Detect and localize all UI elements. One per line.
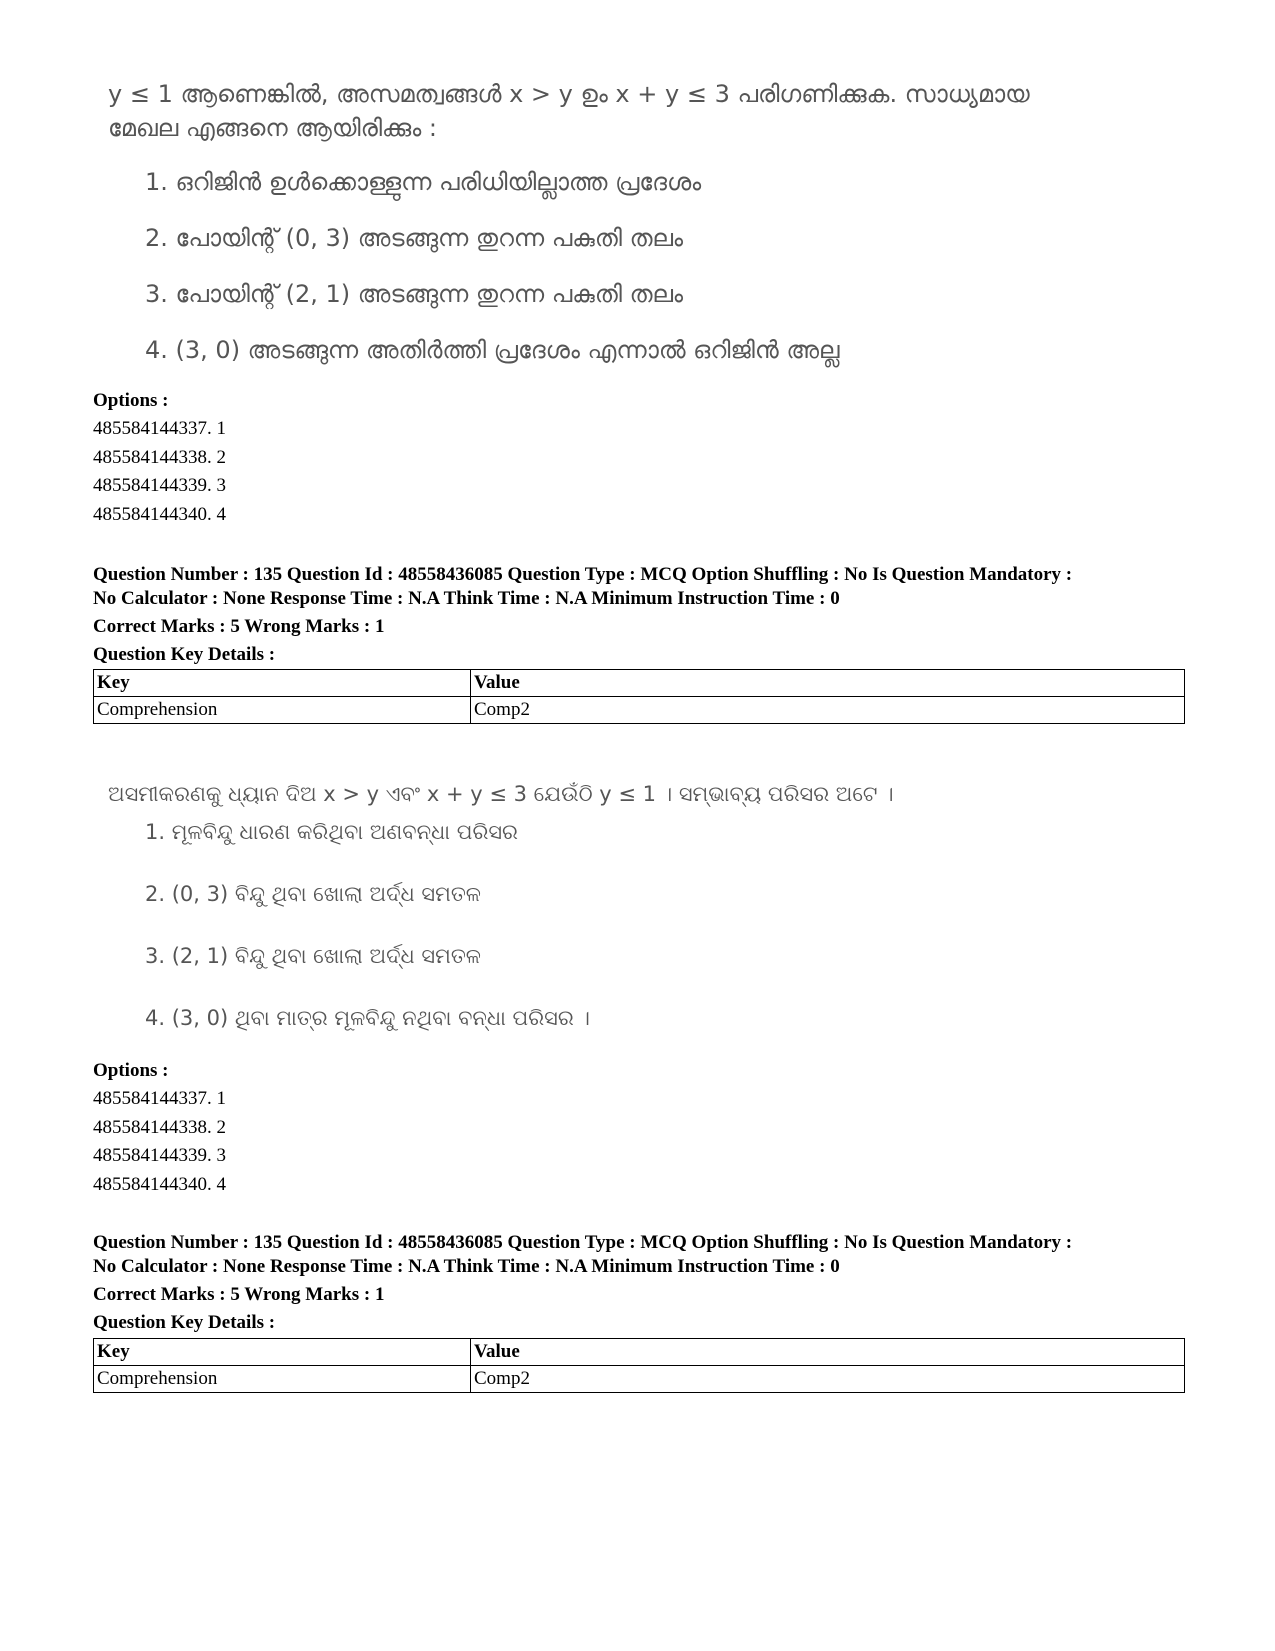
option-item: 485584144340. 4: [93, 1173, 226, 1195]
question-stem: y ≤ 1 ആണെങ്കിൽ, അസമത്വങ്ങൾ x > y ഉം x + y ≤ 3 പരിഗണിക്കുക. സാധ്യമായ മേഖല എങ്ങനെ ആയിരിക്കും :: [108, 80, 1030, 142]
key-details-table: [93, 669, 1185, 724]
table-header-row: [94, 670, 1185, 697]
options-block: [93, 387, 1183, 529]
table-header-key: Key: [94, 670, 471, 697]
table-cell-key: Comprehension: [94, 697, 471, 724]
question-image-malayalam: [108, 78, 1108, 388]
key-details-heading: Question Key Details :: [93, 644, 276, 665]
question-meta: [93, 563, 1183, 667]
table-cell-value: Comp2: [471, 697, 1185, 724]
meta-line: Question Number : 135 Question Id : 48558436085 Question Type : MCQ Option Shuffling : No Is Question Mandatory :: [93, 1232, 1073, 1253]
option-item: 485584144338. 2: [93, 1116, 226, 1138]
question-choice: 1. ഒറിജിൻ ഉൾക്കൊള്ളുന്ന പരിധിയില്ലാത്ത പ്രദേശം: [145, 168, 702, 196]
option-item: 485584144340. 4: [93, 503, 226, 525]
question-choice: 3. പോയിന്റ് (2, 1) അടങ്ങുന്ന തുറന്ന പകുതി തലം: [145, 280, 684, 308]
option-item: 485584144339. 3: [93, 1145, 226, 1166]
question-choice: 2. പോയിന്റ് (0, 3) അടങ്ങുന്ന തുറന്ന പകുതി തലം: [145, 224, 684, 252]
options-block: [93, 1057, 1183, 1199]
meta-line: No Calculator : None Response Time : N.A Think Time : N.A Minimum Instruction Time : 0: [93, 588, 840, 609]
marks-line: Correct Marks : 5 Wrong Marks : 1: [93, 616, 385, 637]
table-header-row: [94, 1339, 1185, 1366]
question-choice: 3. (2, 1) ବିନ୍ଦୁ ଥିବା ଖୋଲା ଅର୍ଦ୍ଧ ସମତଳ: [145, 944, 481, 968]
question-choice: 1. ମୂଳବିନ୍ଦୁ ଧାରଣ କରିଥିବା ଅଣବନ୍ଧା ପରିସର: [145, 820, 518, 844]
option-item: 485584144338. 2: [93, 446, 226, 468]
table-cell-value: Comp2: [471, 1366, 1185, 1393]
question-choice: 4. (3, 0) അടങ്ങുന്ന അതിർത്തി പ്രദേശം എന്നാൽ ഒറിജിൻ അല്ല: [145, 336, 840, 364]
question-choice: 2. (0, 3) ବିନ୍ଦୁ ଥିବା ଖୋଲା ଅର୍ଦ୍ଧ ସମତଳ: [145, 882, 481, 906]
table-cell-key: Comprehension: [94, 1366, 471, 1393]
table-header-value: Value: [471, 1339, 1185, 1366]
meta-line: No Calculator : None Response Time : N.A Think Time : N.A Minimum Instruction Time : 0: [93, 1256, 840, 1277]
options-heading: Options :: [93, 390, 169, 411]
option-item: 485584144337. 1: [93, 418, 226, 439]
table-row: [94, 1366, 1185, 1393]
table-row: [94, 697, 1185, 724]
key-details-heading: Question Key Details :: [93, 1312, 276, 1333]
key-details-table: [93, 1338, 1185, 1393]
options-heading: Options :: [93, 1060, 169, 1081]
question-choice: 4. (3, 0) ଥିବା ମାତ୍ର ମୂଳବିନ୍ଦୁ ନଥିବା ବନ୍ଧା ପରିସର ।: [145, 1006, 590, 1030]
marks-line: Correct Marks : 5 Wrong Marks : 1: [93, 1284, 385, 1305]
question-image-odia: [108, 780, 1008, 1080]
table-header-key: Key: [94, 1339, 471, 1366]
table-header-value: Value: [471, 670, 1185, 697]
option-item: 485584144339. 3: [93, 475, 226, 496]
question-meta: [93, 1231, 1183, 1335]
question-stem: ଅସମୀକରଣକୁ ଧ୍ୟାନ ଦିଅ x > y ଏବଂ x + y ≤ 3 ଯେଉଁଠି y ≤ 1 । ସମ୍ଭାବ୍ୟ ପରିସର ଅଟେ ।: [108, 782, 894, 806]
meta-line: Question Number : 135 Question Id : 48558436085 Question Type : MCQ Option Shuffling : No Is Question Mandatory :: [93, 564, 1073, 585]
option-item: 485584144337. 1: [93, 1088, 226, 1109]
